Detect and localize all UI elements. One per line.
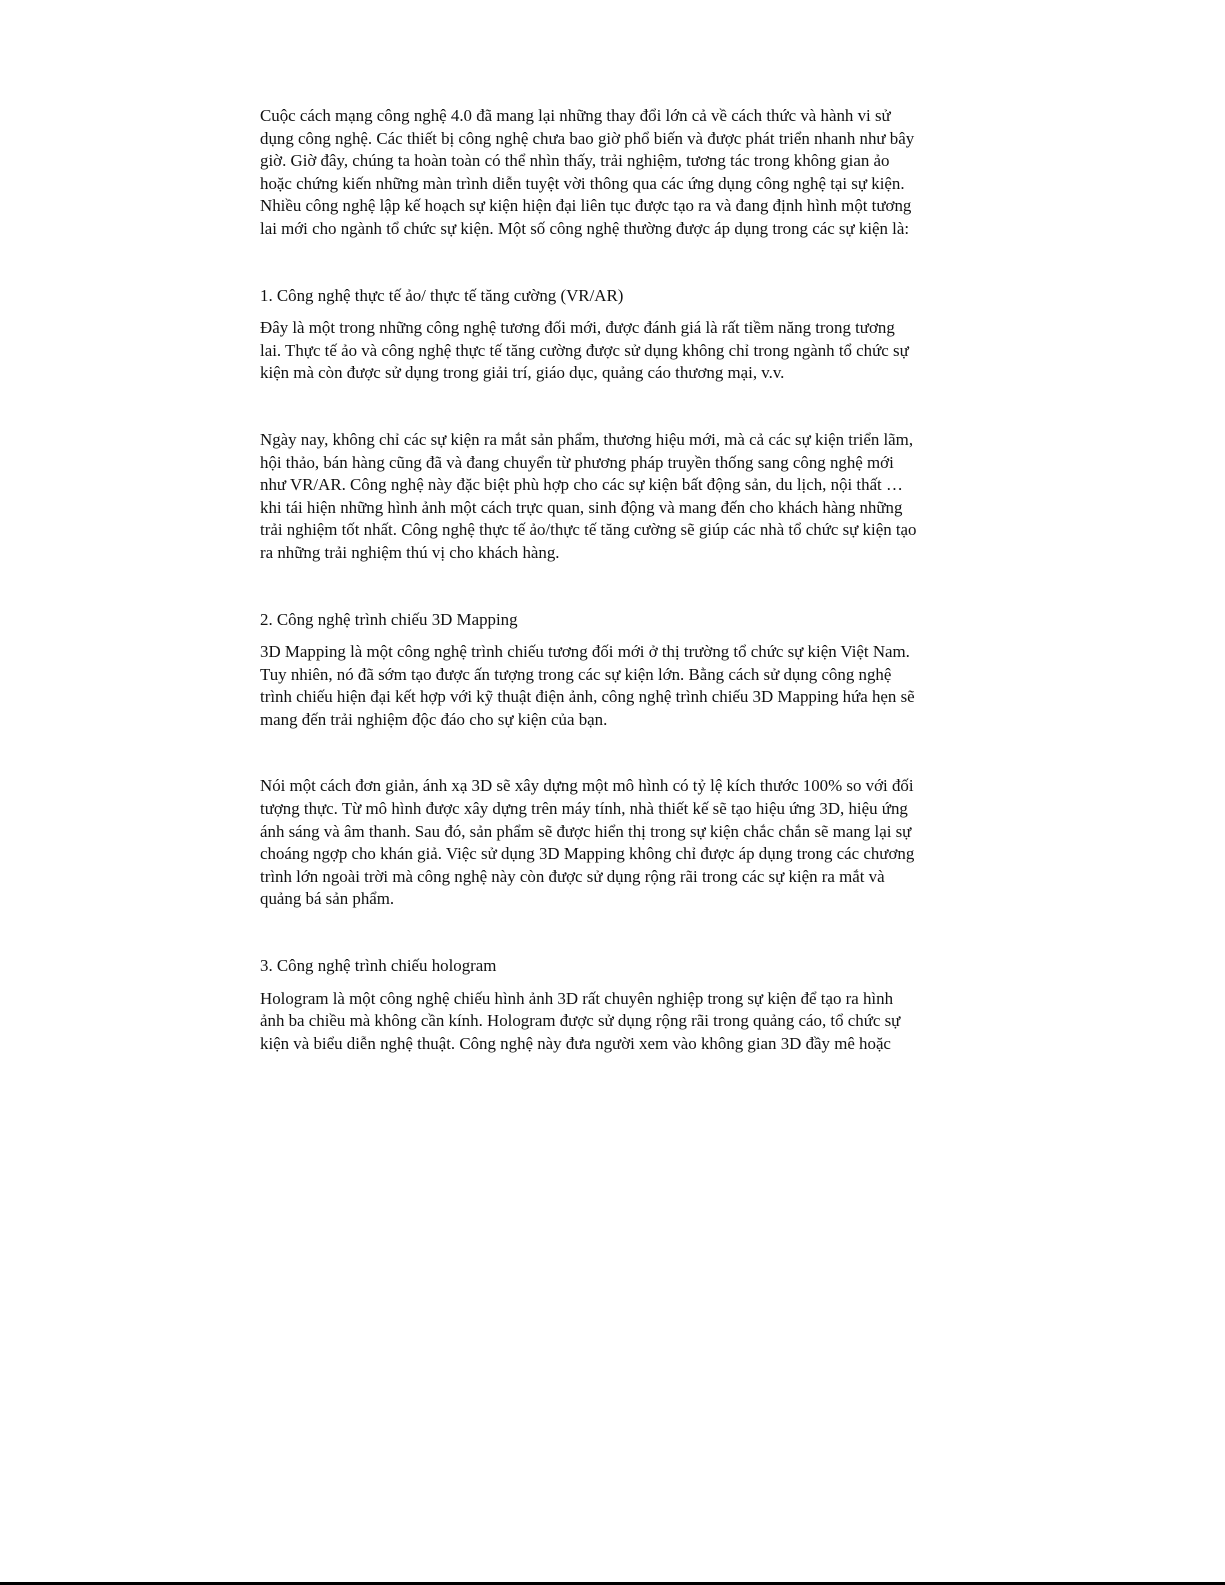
section-1-paragraph-1	[260, 317, 960, 385]
intro-paragraph	[260, 105, 960, 241]
paragraph-line: như VR/AR. Công nghệ này đặc biệt phù hợp cho các sự kiện bất động sản, du lịch, nội thất …	[260, 475, 903, 495]
paragraph-line: trải nghiệm tốt nhất. Công nghệ thực tế ảo/thực tế tăng cường sẽ giúp các nhà tổ chức sự kiện tạo	[260, 520, 917, 540]
paragraph-line: ánh sáng và âm thanh. Sau đó, sản phẩm sẽ được hiển thị trong sự kiện chắc chắn sẽ mang lại sự	[260, 821, 912, 841]
paragraph-line: Đây là một trong những công nghệ tương đối mới, được đánh giá là rất tiềm năng trong tương	[260, 318, 895, 338]
intro-line: lai mới cho ngành tổ chức sự kiện. Một số công nghệ thường được áp dụng trong các sự kiện là:	[260, 218, 910, 238]
paragraph-line: choáng ngợp cho khán giả. Việc sử dụng 3D Mapping không chỉ được áp dụng trong các chương	[260, 844, 915, 864]
intro-line: dụng công nghệ. Các thiết bị công nghệ chưa bao giờ phổ biến và được phát triển nhanh như bây	[260, 128, 915, 148]
paragraph-line: mang đến trải nghiệm độc đáo cho sự kiện của bạn.	[260, 709, 608, 729]
paragraph-line: kiện mà còn được sử dụng trong giải trí, giáo dục, quảng cáo thương mại, v.v.	[260, 363, 785, 383]
paragraph-line: Tuy nhiên, nó đã sớm tạo được ấn tượng trong các sự kiện lớn. Bằng cách sử dụng công nghệ	[260, 664, 892, 684]
section-1-paragraph-2	[260, 429, 960, 565]
document-page	[260, 105, 960, 1055]
section-3-heading: 3. Công nghệ trình chiếu hologram	[260, 956, 497, 976]
section-1-heading: 1. Công nghệ thực tế ảo/ thực tế tăng cường (VR/AR)	[260, 285, 624, 305]
section-2-paragraph-2	[260, 775, 960, 911]
paragraph-line: lai. Thực tế ảo và công nghệ thực tế tăng cường được sử dụng không chỉ trong ngành tổ chức sự	[260, 340, 909, 360]
paragraph-line: ra những trải nghiệm thú vị cho khách hàng.	[260, 542, 560, 562]
paragraph-line: trình lớn ngoài trời mà công nghệ này còn được sử dụng rộng rãi trong các sự kiện ra mắt và	[260, 866, 885, 886]
section-3-paragraph-1	[260, 988, 960, 1056]
paragraph-line: Ngày nay, không chỉ các sự kiện ra mắt sản phẩm, thương hiệu mới, mà cả các sự kiện triển lãm,	[260, 429, 914, 449]
intro-line: Nhiều công nghệ lập kế hoạch sự kiện hiện đại liên tục được tạo ra và đang định hình một tương	[260, 196, 912, 216]
intro-line: giờ. Giờ đây, chúng ta hoàn toàn có thể nhìn thấy, trải nghiệm, tương tác trong không gian ảo	[260, 151, 890, 171]
paragraph-line: trình chiếu hiện đại kết hợp với kỹ thuật điện ảnh, công nghệ trình chiếu 3D Mapping hứa hẹn sẽ	[260, 687, 915, 707]
paragraph-line: khi tái hiện những hình ảnh một cách trực quan, sinh động và mang đến cho khách hàng những	[260, 497, 903, 517]
intro-line: hoặc chứng kiến những màn trình diễn tuyệt vời thông qua các ứng dụng công nghệ tại sự kiện.	[260, 173, 905, 193]
paragraph-line: ảnh ba chiều mà không cần kính. Hologram được sử dụng rộng rãi trong quảng cáo, tổ chức sự	[260, 1011, 901, 1031]
section-2-heading: 2. Công nghệ trình chiếu 3D Mapping	[260, 609, 518, 629]
paragraph-line: kiện và biểu diễn nghệ thuật. Công nghệ này đưa người xem vào không gian 3D đầy mê hoặc	[260, 1033, 891, 1053]
paragraph-line: quảng bá sản phẩm.	[260, 889, 395, 909]
paragraph-line: 3D Mapping là một công nghệ trình chiếu tương đối mới ở thị trường tổ chức sự kiện Việt Nam.	[260, 642, 910, 662]
paragraph-line: Hologram là một công nghệ chiếu hình ảnh 3D rất chuyên nghiệp trong sự kiện để tạo ra hình	[260, 988, 894, 1008]
paragraph-line: Nói một cách đơn giản, ánh xạ 3D sẽ xây dựng một mô hình có tỷ lệ kích thước 100% so với đối	[260, 776, 914, 796]
paragraph-line: tượng thực. Từ mô hình được xây dựng trên máy tính, nhà thiết kế sẽ tạo hiệu ứng 3D, hiệu ứng	[260, 799, 908, 819]
paragraph-line: hội thảo, bán hàng cũng đã và đang chuyển từ phương pháp truyền thống sang công nghệ mới	[260, 452, 894, 472]
intro-line: Cuộc cách mạng công nghệ 4.0 đã mang lại những thay đổi lớn cả về cách thức và hành vi sử	[260, 106, 891, 125]
section-2-paragraph-1	[260, 641, 960, 731]
